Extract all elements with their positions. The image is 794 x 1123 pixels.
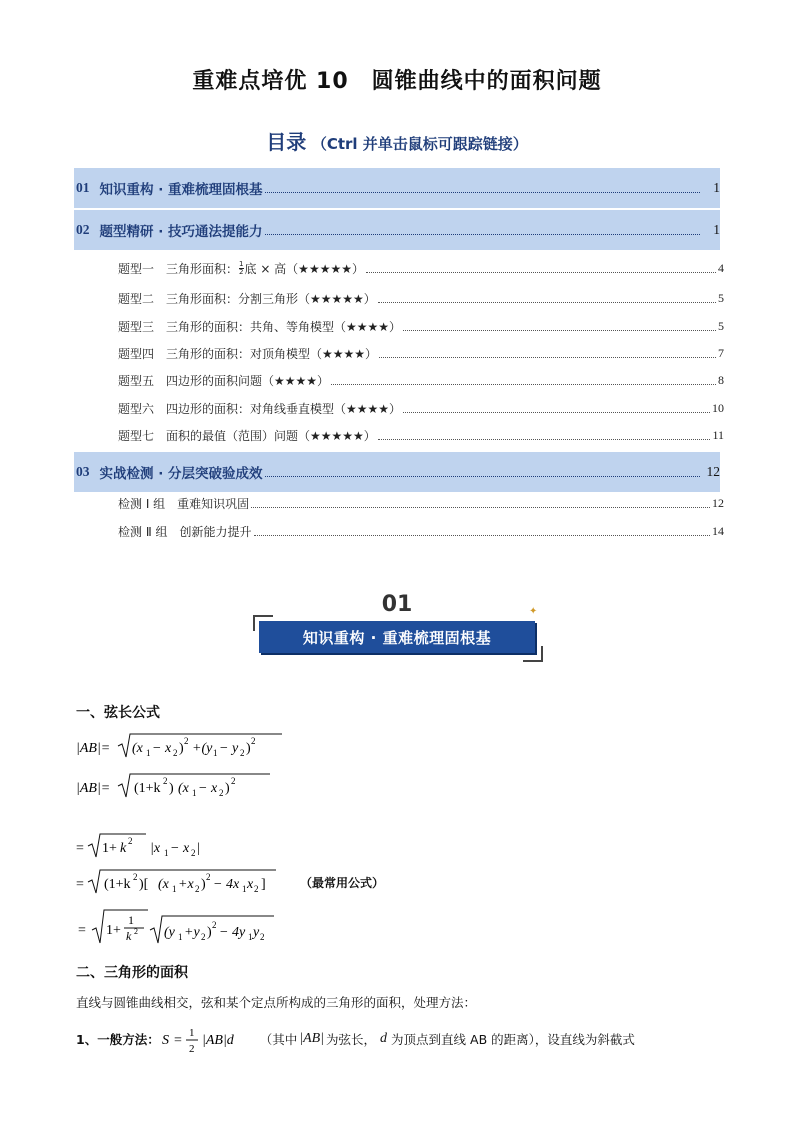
svg-text:|AB|=: |AB|= xyxy=(76,781,111,796)
method-1-label: 1、一般方法： xyxy=(76,1032,160,1047)
svg-text:2: 2 xyxy=(240,748,245,758)
toc-leader xyxy=(254,535,710,536)
formula-ab-abs: |AB| xyxy=(299,1031,325,1046)
toc-type-1[interactable] xyxy=(118,258,724,278)
svg-text:1: 1 xyxy=(248,932,253,942)
svg-text:1: 1 xyxy=(146,748,151,758)
toc-type-label: 三角形的面积：共角、等角模型（★★★★） xyxy=(166,319,402,334)
svg-text:2: 2 xyxy=(212,920,217,930)
toc-page-number: 10 xyxy=(712,400,724,415)
svg-text:− 4y: − 4y xyxy=(219,925,246,940)
svg-text:): ) xyxy=(169,781,174,796)
toc-section-03[interactable] xyxy=(74,452,720,492)
toc-type-code: 题型一 xyxy=(118,261,155,276)
svg-text:2: 2 xyxy=(191,848,196,858)
svg-text:(1+k: (1+k xyxy=(134,781,161,796)
toc-section-number: 02 xyxy=(76,222,90,237)
svg-text:|: | xyxy=(197,841,200,856)
svg-text:1: 1 xyxy=(242,884,247,894)
svg-text:(x: (x xyxy=(158,877,169,892)
toc-leader xyxy=(378,302,716,303)
svg-text:|x: |x xyxy=(150,841,161,856)
svg-text:2: 2 xyxy=(251,736,256,746)
svg-text:1: 1 xyxy=(128,913,134,927)
svg-text:k: k xyxy=(126,929,132,943)
toc-leader xyxy=(265,192,700,193)
toc-section-label: 题型精研 · 技巧通法提能力 xyxy=(99,224,263,240)
svg-text:(x: (x xyxy=(132,741,143,756)
toc-type-code: 题型三 xyxy=(118,319,155,334)
svg-text:=: = xyxy=(76,877,84,892)
svg-text:− x: − x xyxy=(198,781,218,796)
toc-leader xyxy=(331,384,716,385)
svg-text:2: 2 xyxy=(128,836,133,846)
svg-text:1: 1 xyxy=(213,748,218,758)
frac-num: 1 xyxy=(239,259,244,268)
toc-type-code: 题型四 xyxy=(118,346,155,361)
toc-leader xyxy=(265,476,700,477)
svg-text:− 4x: − 4x xyxy=(213,877,240,892)
toc-section-02[interactable] xyxy=(74,210,720,250)
toc-type-label: 三角形面积：分割三角形（★★★★★） xyxy=(166,291,376,306)
toc-heading-text: 目录 xyxy=(266,130,307,154)
toc-type-code: 题型六 xyxy=(118,401,155,416)
toc-page-number: 12 xyxy=(712,495,724,510)
toc-type-label-pre: 三角形面积： xyxy=(166,261,239,276)
svg-text:): ) xyxy=(225,781,230,796)
fraction-one-half xyxy=(239,261,243,276)
formula-chord-4 xyxy=(74,868,294,898)
method-1-text-c: 为顶点到直线 AB 的距离），设直线为斜截式 xyxy=(391,1032,635,1047)
method-1-text-b: 为弦长， xyxy=(326,1032,377,1047)
toc-leader xyxy=(366,272,716,273)
toc-type-label: 底 × 高（★★★★★） xyxy=(244,261,364,276)
toc-page-number: 1 xyxy=(713,180,720,195)
toc-check-1[interactable] xyxy=(118,493,724,513)
toc-section-number: 01 xyxy=(76,180,90,195)
svg-text:=: = xyxy=(173,1033,182,1048)
document-title: 重难点培优 10 圆锥曲线中的面积问题 xyxy=(192,69,602,94)
svg-text:1: 1 xyxy=(164,848,169,858)
toc-page-number: 5 xyxy=(718,318,724,333)
toc-hint: （Ctrl 并单击鼠标可跟踪链接） xyxy=(311,135,528,153)
toc-page-number: 1 xyxy=(713,222,720,237)
paragraph-intro: 直线与圆锥曲线相交，弦和某个定点所构成的三角形的面积，处理方法： xyxy=(76,995,477,1010)
toc-page-number: 11 xyxy=(712,427,724,442)
toc-type-label: 三角形的面积：对顶角模型（★★★★） xyxy=(166,346,378,361)
toc-section-label: 实战检测 · 分层突破验成效 xyxy=(99,466,263,482)
toc-type-label: 四边形的面积问题（★★★★） xyxy=(166,373,330,388)
toc-type-4[interactable] xyxy=(118,343,724,363)
section-number: 01 xyxy=(381,592,413,617)
svg-text:2: 2 xyxy=(163,776,168,786)
toc-page-number: 4 xyxy=(718,260,724,275)
section-banner: 知识重构 · 重难梳理固根基 xyxy=(259,621,535,653)
toc-check-label: 创新能力提升 xyxy=(179,524,252,539)
toc-leader xyxy=(403,412,710,413)
svg-text:): ) xyxy=(179,741,184,756)
svg-text:2: 2 xyxy=(184,736,189,746)
svg-text:2: 2 xyxy=(260,932,265,942)
svg-text:2: 2 xyxy=(133,872,138,882)
svg-text:)[: )[ xyxy=(139,877,149,892)
toc-page-number: 14 xyxy=(712,523,724,538)
sparkle-icon: ✦ xyxy=(529,606,538,617)
svg-text:2: 2 xyxy=(206,872,211,882)
svg-text:(1+k: (1+k xyxy=(104,877,131,892)
svg-text:=: = xyxy=(78,923,86,938)
svg-text:− y: − y xyxy=(219,741,239,756)
toc-section-label: 知识重构 · 重难梳理固根基 xyxy=(99,182,263,198)
toc-type-6[interactable] xyxy=(118,398,724,418)
method-1-line xyxy=(76,1022,635,1056)
svg-text:1: 1 xyxy=(192,788,197,798)
svg-text:x: x xyxy=(247,877,254,892)
toc-leader xyxy=(403,330,716,331)
toc-type-3[interactable] xyxy=(118,316,724,336)
toc-page-number: 5 xyxy=(718,290,724,305)
svg-text:+x: +x xyxy=(178,877,194,892)
toc-type-code: 题型七 xyxy=(118,428,155,443)
svg-text:2: 2 xyxy=(134,927,138,936)
toc-section-number: 03 xyxy=(76,464,90,479)
toc-check-code: 检测 Ⅱ 组 xyxy=(118,524,168,539)
frac-den: 2 xyxy=(239,267,244,276)
toc-type-2[interactable] xyxy=(118,288,724,308)
toc-check-label: 重难知识巩固 xyxy=(177,496,250,511)
toc-page-number: 8 xyxy=(718,372,724,387)
svg-text:2: 2 xyxy=(219,788,224,798)
svg-text:(y: (y xyxy=(164,925,175,940)
svg-text:1+: 1+ xyxy=(102,841,117,856)
toc-type-7[interactable] xyxy=(118,425,724,445)
toc-section-01[interactable] xyxy=(74,168,720,208)
svg-text:1: 1 xyxy=(172,884,177,894)
svg-text:]: ] xyxy=(261,877,266,892)
formula-d: d xyxy=(380,1031,388,1046)
svg-text:|AB|d: |AB|d xyxy=(201,1033,234,1048)
svg-text:S: S xyxy=(161,1033,169,1048)
svg-text:(x: (x xyxy=(178,781,189,796)
toc-type-label: 四边形的面积：对角线垂直模型（★★★★） xyxy=(166,401,402,416)
svg-text:2: 2 xyxy=(173,748,178,758)
svg-text:1+: 1+ xyxy=(106,923,121,938)
svg-text:+y: +y xyxy=(184,925,200,940)
svg-text:): ) xyxy=(246,741,251,756)
svg-text:=: = xyxy=(76,841,84,856)
toc-leader xyxy=(379,357,716,358)
formula-chord-2 xyxy=(74,772,274,802)
toc-type-code: 题型二 xyxy=(118,291,155,306)
note-most-common: （最常用公式） xyxy=(300,876,385,890)
toc-type-label: 面积的最值（范围）问题（★★★★★） xyxy=(166,428,376,443)
svg-text:2: 2 xyxy=(188,1043,195,1055)
toc-page-number: 12 xyxy=(706,464,720,479)
toc-check-2[interactable] xyxy=(118,521,724,541)
formula-area-general xyxy=(160,1022,260,1056)
toc-leader xyxy=(378,439,711,440)
heading-triangle-area: 二、三角形的面积 xyxy=(76,965,188,981)
toc-page-number: 7 xyxy=(718,345,724,360)
svg-text:− x: − x xyxy=(152,741,172,756)
svg-text:1: 1 xyxy=(188,1027,195,1039)
toc-heading xyxy=(0,126,794,155)
svg-text:2: 2 xyxy=(201,932,206,942)
svg-text:|AB|=: |AB|= xyxy=(76,741,111,756)
svg-text:+(y: +(y xyxy=(192,741,213,756)
formula-chord-1 xyxy=(74,732,284,762)
svg-text:− x: − x xyxy=(170,841,190,856)
svg-text:2: 2 xyxy=(254,884,259,894)
formula-chord-5 xyxy=(74,906,284,946)
svg-text:y: y xyxy=(253,925,260,940)
toc-type-code: 题型五 xyxy=(118,373,155,388)
heading-chord-length: 一、弦长公式 xyxy=(76,705,160,721)
toc-leader xyxy=(251,507,710,508)
svg-text:k: k xyxy=(120,841,127,856)
svg-text:): ) xyxy=(207,925,212,940)
svg-text:): ) xyxy=(201,877,206,892)
formula-chord-3 xyxy=(74,832,214,862)
svg-text:1: 1 xyxy=(178,932,183,942)
toc-check-code: 检测 Ⅰ 组 xyxy=(118,496,166,511)
toc-leader xyxy=(265,234,700,235)
svg-text:2: 2 xyxy=(231,776,236,786)
toc-type-5[interactable] xyxy=(118,370,724,390)
method-1-text-a: （其中 xyxy=(259,1032,298,1047)
svg-text:2: 2 xyxy=(195,884,200,894)
